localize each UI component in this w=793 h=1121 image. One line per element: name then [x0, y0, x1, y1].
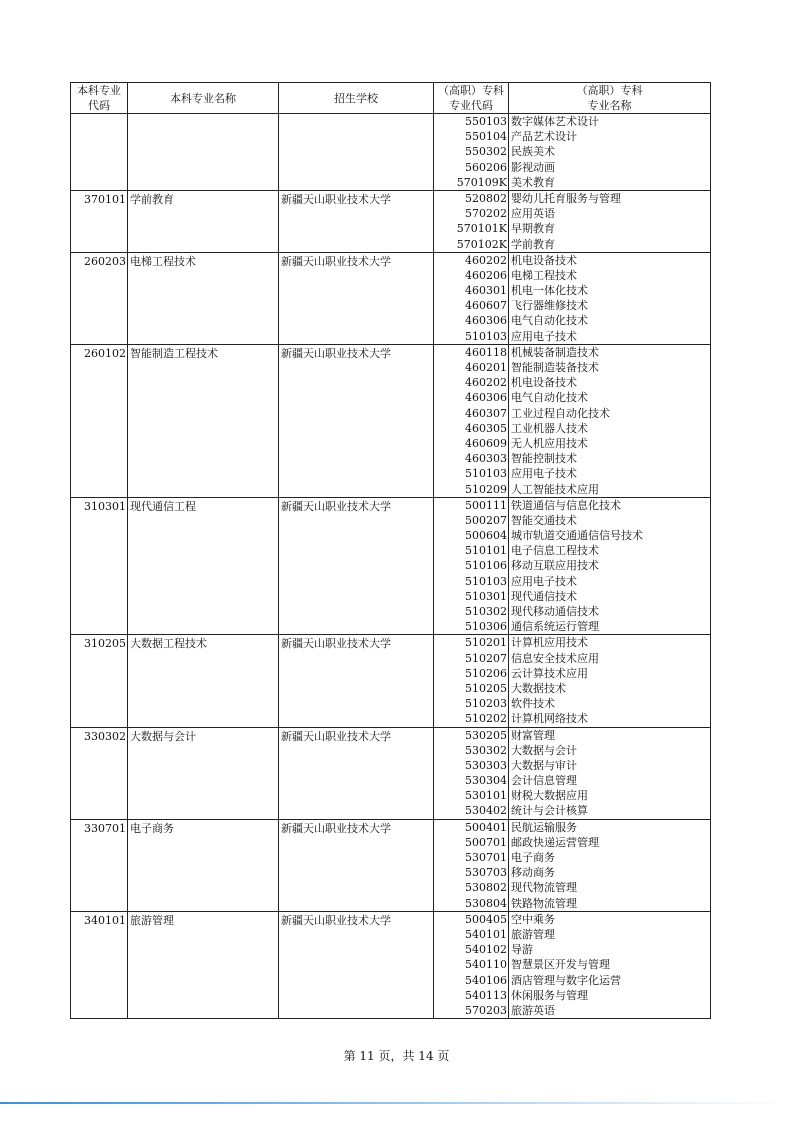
zk-code: 510101	[465, 544, 507, 558]
zk-name: 大数据技术	[511, 681, 566, 695]
zk-name: 应用电子技术	[511, 574, 577, 588]
zk-code: 530402	[465, 804, 507, 818]
zk-name-cell	[509, 635, 711, 727]
zk-code: 510302	[465, 605, 507, 618]
zk-name: 酒店管理与数字化运营	[511, 973, 621, 987]
zk-code: 540102	[465, 943, 507, 957]
zk-name-cell	[509, 190, 711, 252]
zk-name: 工业过程自动化技术	[511, 406, 610, 420]
zk-name: 智能交通技术	[511, 513, 577, 527]
zk-name: 工业机器人技术	[511, 421, 588, 435]
header-zk-name	[509, 83, 711, 114]
zk-name-cell	[509, 344, 711, 497]
zk-name: 现代通信技术	[511, 589, 577, 603]
zk-name: 电梯工程技术	[511, 268, 577, 282]
zk-code: 460303	[465, 452, 507, 466]
zk-code: 460201	[465, 361, 507, 374]
school-cell	[279, 114, 434, 191]
zk-name: 应用电子技术	[511, 467, 577, 481]
zk-code: 540101	[465, 927, 507, 941]
bk-name-cell: 智能制造工程技术	[128, 344, 279, 497]
zk-name: 智能控制技术	[511, 452, 577, 466]
header-zk-name-line2: 专业名称	[587, 99, 632, 112]
zk-name: 智能制造装备技术	[511, 361, 599, 374]
zk-code: 500207	[465, 513, 507, 527]
zk-name: 大数据与会计	[511, 743, 577, 757]
school-cell: 新疆天山职业技术大学	[279, 190, 434, 252]
zk-code: 460301	[465, 284, 507, 298]
zk-name-cell	[509, 819, 711, 911]
zk-code: 520802	[465, 191, 507, 205]
zk-code: 570202	[465, 207, 507, 221]
bk-code-cell	[71, 114, 128, 191]
bk-code-cell: 260203	[71, 252, 128, 344]
zk-code: 500604	[465, 529, 507, 543]
school-cell: 新疆天山职业技术大学	[279, 819, 434, 911]
zk-code: 460206	[465, 268, 507, 282]
zk-name: 现代物流管理	[511, 881, 577, 895]
zk-code: 510206	[465, 666, 507, 680]
zk-code: 510106	[465, 559, 507, 573]
zk-name: 美术教育	[511, 175, 555, 189]
zk-name: 云计算技术应用	[511, 666, 588, 680]
zk-code: 510306	[465, 620, 507, 634]
zk-code: 510103	[465, 574, 507, 588]
zk-code: 510207	[465, 651, 507, 665]
zk-code: 570101K	[456, 222, 507, 236]
zk-name: 产品艺术设计	[511, 130, 577, 144]
zk-name: 人工智能技术应用	[511, 482, 599, 496]
zk-name: 邮政快递运营管理	[511, 835, 599, 849]
table-row	[71, 727, 711, 819]
zk-code: 560206	[465, 160, 507, 174]
zk-name-cell	[509, 252, 711, 344]
zk-name: 移动商务	[511, 866, 555, 880]
zk-name-cell	[509, 497, 711, 635]
zk-code: 460306	[465, 314, 507, 328]
bk-name-cell: 电子商务	[128, 819, 279, 911]
zk-name-cell	[509, 114, 711, 191]
table-header-row	[71, 83, 711, 114]
zk-name: 民航运输服务	[511, 820, 577, 834]
zk-code-cell	[434, 635, 509, 727]
zk-code: 510203	[465, 697, 507, 711]
zk-name: 移动互联应用技术	[511, 559, 599, 573]
zk-code: 510103	[465, 467, 507, 481]
zk-code: 460202	[465, 253, 507, 267]
zk-name: 空中乘务	[511, 912, 555, 926]
header-bk-name: 本科专业名称	[128, 83, 279, 114]
zk-name: 电气自动化技术	[511, 314, 588, 328]
bk-name-cell: 大数据工程技术	[128, 635, 279, 727]
zk-name-cell	[509, 911, 711, 1018]
zk-name: 城市轨道交通通信信号技术	[511, 529, 643, 543]
zk-code: 530303	[465, 758, 507, 772]
table-row	[71, 911, 711, 1018]
zk-name: 电子商务	[511, 851, 555, 864]
zk-code-cell	[434, 727, 509, 819]
zk-code: 540113	[465, 988, 507, 1002]
zk-name: 智慧景区开发与管理	[511, 958, 610, 972]
footer-rule	[0, 1102, 793, 1104]
zk-code: 460305	[465, 421, 507, 435]
zk-code-cell	[434, 819, 509, 911]
zk-name: 机电设备技术	[511, 253, 577, 267]
zk-name: 计算机应用技术	[511, 636, 588, 650]
zk-code-cell	[434, 190, 509, 252]
school-cell: 新疆天山职业技术大学	[279, 497, 434, 635]
zk-name: 信息安全技术应用	[511, 651, 599, 665]
zk-name: 机械装备制造技术	[511, 345, 599, 359]
zk-code: 510202	[465, 712, 507, 726]
zk-code: 530802	[465, 881, 507, 895]
zk-code: 550302	[465, 145, 507, 159]
zk-name: 早期教育	[511, 222, 555, 236]
zk-name: 铁道通信与信息化技术	[511, 498, 621, 512]
zk-code: 530101	[465, 789, 507, 803]
zk-name: 应用英语	[511, 207, 555, 221]
zk-code: 500111	[465, 498, 507, 512]
header-school: 招生学校	[279, 83, 434, 114]
zk-name: 婴幼儿托育服务与管理	[511, 191, 621, 205]
table-row	[71, 190, 711, 252]
zk-code: 530302	[465, 743, 507, 757]
zk-name: 机电一体化技术	[511, 284, 588, 298]
header-zk-name-line1: （高职）专科	[576, 84, 643, 97]
school-cell: 新疆天山职业技术大学	[279, 727, 434, 819]
bk-code-cell: 340101	[71, 911, 128, 1018]
zk-name: 数字媒体艺术设计	[511, 115, 599, 128]
major-table	[70, 82, 711, 1019]
zk-code: 460607	[465, 299, 507, 313]
bk-name-cell: 学前教育	[128, 190, 279, 252]
bk-code-cell: 330302	[71, 727, 128, 819]
table-row	[71, 635, 711, 727]
zk-name: 财富管理	[511, 728, 555, 742]
zk-name: 飞行器维修技术	[511, 299, 588, 313]
zk-name: 统计与会计核算	[511, 804, 588, 818]
school-cell: 新疆天山职业技术大学	[279, 344, 434, 497]
bk-name-cell: 电梯工程技术	[128, 252, 279, 344]
zk-code: 460609	[465, 436, 507, 450]
zk-name: 无人机应用技术	[511, 436, 588, 450]
zk-code: 460202	[465, 376, 507, 390]
zk-code: 460306	[465, 391, 507, 405]
bk-name-cell	[128, 114, 279, 191]
zk-name: 旅游英语	[511, 1003, 555, 1017]
zk-code: 510209	[465, 482, 507, 496]
zk-code: 530304	[465, 774, 507, 788]
zk-code: 550103	[465, 115, 507, 128]
header-zk-code-line2: 专业代码	[449, 99, 493, 112]
school-cell: 新疆天山职业技术大学	[279, 252, 434, 344]
zk-code: 550104	[465, 130, 507, 144]
zk-code: 510301	[465, 589, 507, 603]
zk-name: 财税大数据应用	[511, 789, 588, 803]
bk-code-cell: 310205	[71, 635, 128, 727]
bk-name-cell: 大数据与会计	[128, 727, 279, 819]
zk-name: 现代移动通信技术	[511, 605, 599, 618]
zk-name: 大数据与审计	[511, 758, 577, 772]
zk-name: 计算机网络技术	[511, 712, 588, 726]
zk-code: 510205	[465, 681, 507, 695]
zk-code: 570102K	[456, 237, 507, 251]
zk-code: 530703	[465, 866, 507, 880]
bk-code-cell: 370101	[71, 190, 128, 252]
zk-code-cell	[434, 344, 509, 497]
zk-name: 通信系统运行管理	[511, 620, 599, 634]
table-row	[71, 114, 711, 191]
zk-code-cell	[434, 114, 509, 191]
zk-code: 570109K	[456, 175, 507, 189]
zk-name: 学前教育	[511, 237, 555, 251]
school-cell: 新疆天山职业技术大学	[279, 635, 434, 727]
zk-code: 540110	[465, 958, 507, 972]
table-row	[71, 344, 711, 497]
zk-name: 旅游管理	[511, 927, 555, 941]
zk-name: 影视动画	[511, 160, 555, 174]
zk-code: 510201	[465, 636, 507, 650]
zk-code: 530701	[465, 851, 507, 864]
zk-name: 铁路物流管理	[511, 896, 577, 910]
zk-name: 会计信息管理	[511, 774, 577, 788]
bk-code-cell: 260102	[71, 344, 128, 497]
zk-code: 570203	[465, 1003, 507, 1017]
bk-code-cell: 330701	[71, 819, 128, 911]
zk-name: 电气自动化技术	[511, 391, 588, 405]
zk-name: 休闲服务与管理	[511, 988, 588, 1002]
header-bk-code	[71, 83, 128, 114]
page-footer: 第 11 页，共 14 页	[343, 1049, 450, 1063]
zk-code: 530205	[465, 728, 507, 742]
header-bk-code-line1: 本科专业	[77, 84, 121, 97]
bk-name-cell: 现代通信工程	[128, 497, 279, 635]
table-row	[71, 497, 711, 635]
bk-code-cell: 310301	[71, 497, 128, 635]
zk-code-cell	[434, 497, 509, 635]
bk-name-cell: 旅游管理	[128, 911, 279, 1018]
header-zk-code-line1: （高职）专科	[438, 84, 504, 97]
zk-code: 500405	[465, 912, 507, 926]
zk-code-cell	[434, 911, 509, 1018]
zk-code-cell	[434, 252, 509, 344]
table-row	[71, 252, 711, 344]
table-row	[71, 819, 711, 911]
zk-code: 460307	[465, 406, 507, 420]
zk-name: 民族美术	[511, 145, 555, 159]
zk-code: 510103	[465, 329, 507, 343]
header-bk-code-line2: 代码	[88, 99, 110, 112]
zk-name: 电子信息工程技术	[511, 544, 599, 558]
school-cell: 新疆天山职业技术大学	[279, 911, 434, 1018]
zk-code: 530804	[465, 896, 507, 910]
zk-name: 机电设备技术	[511, 376, 577, 390]
table-body	[71, 114, 711, 1019]
zk-name: 软件技术	[511, 697, 555, 711]
header-zk-code	[434, 83, 509, 114]
zk-name: 导游	[511, 943, 533, 957]
zk-code: 460118	[465, 345, 507, 359]
zk-code: 500701	[465, 835, 507, 849]
zk-name: 应用电子技术	[511, 329, 577, 343]
zk-name-cell	[509, 727, 711, 819]
zk-code: 540106	[465, 973, 507, 987]
zk-code: 500401	[465, 820, 507, 834]
